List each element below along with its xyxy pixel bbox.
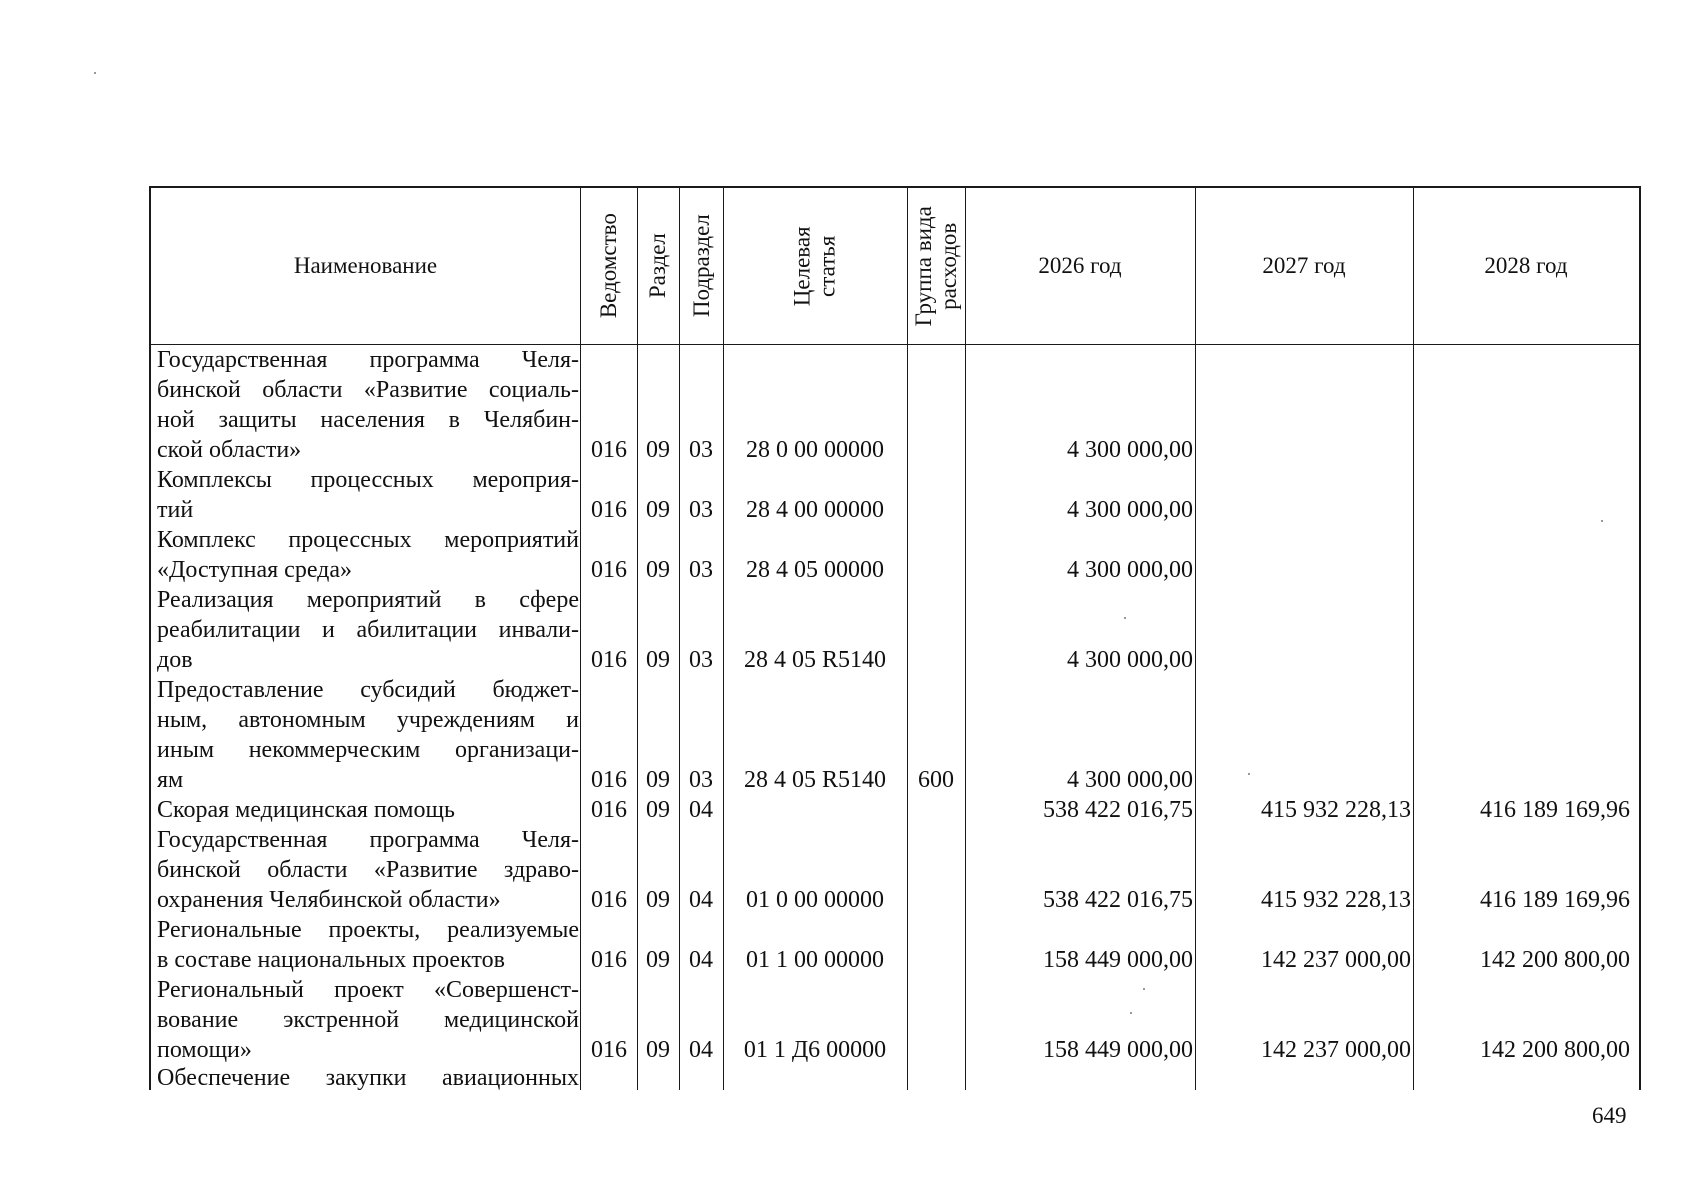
cell-gruppa bbox=[907, 645, 965, 675]
cell-2027: 142 237 000,00 bbox=[1261, 1037, 1411, 1063]
header-celevaya bbox=[723, 188, 907, 344]
cell-vedomstvo: 016 bbox=[591, 437, 627, 463]
cell-celevaya: 28 4 05 R5140 bbox=[743, 767, 886, 793]
cell-gruppa bbox=[907, 1035, 965, 1065]
scan-speck bbox=[94, 72, 96, 74]
header-gruppa-line2: расходов bbox=[936, 222, 962, 310]
cell-2028 bbox=[1413, 555, 1630, 585]
header-razdel bbox=[637, 188, 679, 344]
row-name bbox=[157, 795, 579, 825]
cell-podrazdel: 03 bbox=[689, 437, 713, 463]
scan-speck bbox=[1124, 617, 1126, 619]
cell-gruppa bbox=[907, 795, 965, 825]
table-row bbox=[151, 525, 1639, 585]
table-row bbox=[151, 915, 1639, 975]
scan-speck bbox=[1130, 1012, 1132, 1014]
row-name-line: Обеспечение закупки авиационных bbox=[157, 1065, 579, 1090]
cell-gruppa bbox=[907, 495, 965, 525]
scan-speck bbox=[1248, 773, 1250, 775]
cell-gruppa bbox=[907, 435, 965, 465]
table-row bbox=[151, 1065, 1639, 1090]
row-name bbox=[157, 345, 579, 465]
cell-2028 bbox=[1413, 645, 1630, 675]
cell-celevaya: 28 4 05 00000 bbox=[746, 557, 884, 583]
cell-gruppa: 600 bbox=[918, 767, 954, 793]
cell-2026: 4 300 000,00 bbox=[1067, 647, 1193, 673]
cell-2028 bbox=[1413, 765, 1630, 795]
cell-podrazdel: 03 bbox=[689, 557, 713, 583]
cell-2026: 4 300 000,00 bbox=[1067, 557, 1193, 583]
cell-2027 bbox=[1195, 765, 1411, 795]
header-name bbox=[151, 188, 580, 344]
cell-celevaya bbox=[723, 795, 907, 825]
cell-podrazdel: 04 bbox=[689, 887, 713, 913]
cell-celevaya: 01 0 00 00000 bbox=[746, 887, 884, 913]
cell-razdel: 09 bbox=[646, 497, 670, 523]
cell-2027 bbox=[1195, 645, 1411, 675]
cell-2027 bbox=[1195, 435, 1411, 465]
row-name bbox=[157, 1065, 579, 1090]
header-celevaya-line1: Целевая bbox=[789, 226, 815, 306]
cell-razdel: 09 bbox=[646, 557, 670, 583]
header-podrazdel-label: Подраздел bbox=[688, 214, 714, 318]
row-name-line: реабилитации и абилитации инвали- bbox=[157, 617, 579, 643]
row-name-line: тий bbox=[157, 497, 194, 523]
row-name-line: Государственная программа Челя- bbox=[157, 347, 579, 373]
cell-2026: 538 422 016,75 bbox=[1043, 887, 1193, 913]
cell-vedomstvo: 016 bbox=[591, 767, 627, 793]
cell-razdel: 09 bbox=[646, 767, 670, 793]
cell-vedomstvo: 016 bbox=[591, 557, 627, 583]
table-row bbox=[151, 825, 1639, 915]
cell-podrazdel: 04 bbox=[689, 947, 713, 973]
header-name-label: Наименование bbox=[293, 253, 438, 279]
row-name-line: вование экстренной медицинской bbox=[157, 1007, 579, 1033]
cell-2026: 538 422 016,75 bbox=[1043, 797, 1193, 823]
table-row bbox=[151, 795, 1639, 825]
row-name-line: Реализация мероприятий в сфере bbox=[157, 587, 579, 613]
cell-2028 bbox=[1413, 495, 1630, 525]
row-name-line: Региональный проект «Совершенст- bbox=[157, 977, 579, 1003]
row-name-line: бинской области «Развитие здраво- bbox=[157, 857, 579, 883]
row-name bbox=[157, 585, 579, 675]
cell-2026: 4 300 000,00 bbox=[1067, 437, 1193, 463]
cell-2027 bbox=[1195, 555, 1411, 585]
cell-razdel: 09 bbox=[646, 1037, 670, 1063]
cell-razdel: 09 bbox=[646, 797, 670, 823]
cell-vedomstvo: 016 bbox=[591, 797, 627, 823]
cell-podrazdel: 03 bbox=[689, 647, 713, 673]
cell-celevaya: 28 0 00 00000 bbox=[746, 437, 884, 463]
row-name-line: охранения Челябинской области» bbox=[157, 887, 501, 913]
header-vedomstvo bbox=[580, 188, 637, 344]
row-name-line: ской области» bbox=[157, 437, 302, 463]
header-gruppa bbox=[907, 188, 965, 344]
cell-vedomstvo: 016 bbox=[591, 947, 627, 973]
cell-razdel: 09 bbox=[646, 647, 670, 673]
header-celevaya-line2: статья bbox=[814, 235, 840, 297]
table-row bbox=[151, 345, 1639, 465]
cell-2026: 158 449 000,00 bbox=[1043, 947, 1193, 973]
cell-podrazdel: 03 bbox=[689, 767, 713, 793]
cell-podrazdel: 04 bbox=[689, 797, 713, 823]
budget-table bbox=[149, 186, 1641, 1090]
cell-gruppa bbox=[907, 885, 965, 915]
cell-celevaya: 28 4 05 R5140 bbox=[743, 647, 886, 673]
row-name-line: иным некоммерческим организаци- bbox=[157, 737, 579, 763]
table-row bbox=[151, 585, 1639, 675]
cell-2028: 416 189 169,96 bbox=[1480, 887, 1630, 913]
header-2028-label: 2028 год bbox=[1484, 253, 1568, 279]
cell-2028: 416 189 169,96 bbox=[1480, 797, 1630, 823]
table-row bbox=[151, 465, 1639, 525]
header-2028 bbox=[1413, 188, 1639, 344]
row-name-line: бинской области «Развитие социаль- bbox=[157, 377, 579, 403]
cell-podrazdel: 03 bbox=[689, 497, 713, 523]
row-name-line: Комплексы процессных мероприя- bbox=[157, 467, 579, 493]
cell-2028 bbox=[1413, 435, 1630, 465]
row-name-line: помощи» bbox=[157, 1037, 252, 1063]
cell-gruppa bbox=[907, 945, 965, 975]
page-number: 649 bbox=[1592, 1103, 1627, 1128]
header-razdel-label: Раздел bbox=[645, 233, 671, 299]
row-name-line: ным, автономным учреждениям и bbox=[157, 707, 579, 733]
header-gruppa-label bbox=[911, 206, 962, 326]
scan-speck bbox=[1601, 520, 1603, 522]
cell-vedomstvo: 016 bbox=[591, 647, 627, 673]
cell-2027: 415 932 228,13 bbox=[1261, 797, 1411, 823]
row-name-line: Региональные проекты, реализуемые bbox=[157, 917, 579, 943]
row-name-line: в составе национальных проектов bbox=[157, 947, 505, 973]
row-name-line: Комплекс процессных мероприятий bbox=[157, 527, 579, 553]
cell-podrazdel: 04 bbox=[689, 1037, 713, 1063]
row-name-line: Предоставление субсидий бюджет- bbox=[157, 677, 579, 703]
row-name bbox=[157, 465, 579, 525]
cell-celevaya: 01 1 Д6 00000 bbox=[743, 1037, 887, 1063]
cell-2026: 4 300 000,00 bbox=[1067, 767, 1193, 793]
header-2027-label: 2027 год bbox=[1262, 253, 1346, 279]
cell-razdel: 09 bbox=[646, 947, 670, 973]
table-row bbox=[151, 975, 1639, 1065]
cell-2028: 142 200 800,00 bbox=[1480, 1037, 1630, 1063]
row-name bbox=[157, 825, 579, 915]
cell-2027: 415 932 228,13 bbox=[1261, 887, 1411, 913]
header-2026 bbox=[965, 188, 1195, 344]
row-name-line: ям bbox=[157, 767, 184, 793]
cell-gruppa bbox=[907, 555, 965, 585]
cell-celevaya: 01 1 00 00000 bbox=[746, 947, 884, 973]
cell-2027 bbox=[1195, 495, 1411, 525]
cell-vedomstvo: 016 bbox=[591, 1037, 627, 1063]
row-name bbox=[157, 915, 579, 975]
row-name-line: Скорая медицинская помощь bbox=[157, 797, 455, 823]
cell-vedomstvo: 016 bbox=[591, 887, 627, 913]
cell-2028: 142 200 800,00 bbox=[1480, 947, 1630, 973]
row-name bbox=[157, 975, 579, 1065]
header-2026-label: 2026 год bbox=[1038, 253, 1122, 279]
scan-speck bbox=[1143, 988, 1145, 990]
cell-razdel: 09 bbox=[646, 887, 670, 913]
cell-vedomstvo: 016 bbox=[591, 497, 627, 523]
row-name-line: «Доступная среда» bbox=[157, 557, 353, 583]
cell-2027: 142 237 000,00 bbox=[1261, 947, 1411, 973]
header-podrazdel bbox=[679, 188, 723, 344]
cell-razdel: 09 bbox=[646, 437, 670, 463]
row-name-line: Государственная программа Челя- bbox=[157, 827, 579, 853]
cell-2026: 4 300 000,00 bbox=[1067, 497, 1193, 523]
header-celevaya-label bbox=[790, 226, 841, 306]
row-name bbox=[157, 525, 579, 585]
row-name-line: ной защиты населения в Челябин- bbox=[157, 407, 579, 433]
cell-2026: 158 449 000,00 bbox=[1043, 1037, 1193, 1063]
header-vedomstvo-label: Ведомство bbox=[595, 213, 621, 319]
cell-celevaya: 28 4 00 00000 bbox=[746, 497, 884, 523]
header-gruppa-line1: Группа вида bbox=[910, 205, 936, 327]
header-2027 bbox=[1195, 188, 1413, 344]
table-row bbox=[151, 675, 1639, 795]
row-name-line: дов bbox=[157, 647, 193, 673]
row-name bbox=[157, 675, 579, 795]
